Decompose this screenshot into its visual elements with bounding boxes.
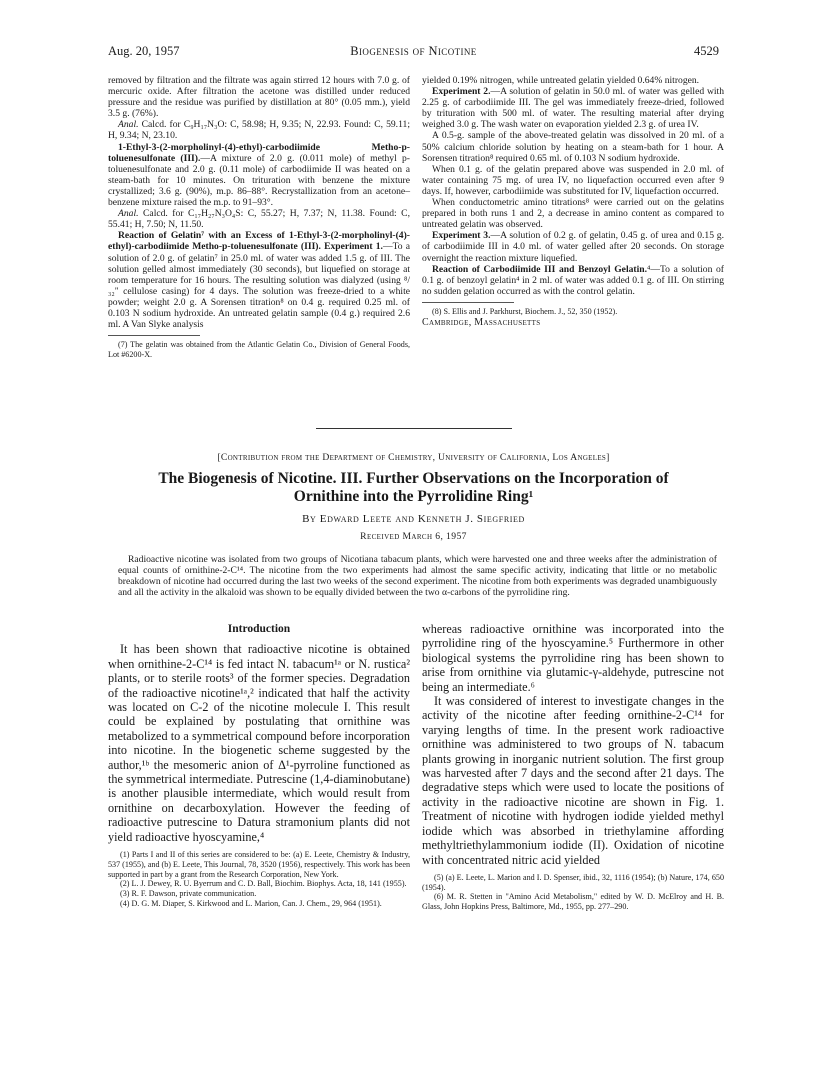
footnotes — [422, 873, 724, 912]
top-left-column — [108, 75, 410, 360]
footnote-divider — [108, 335, 200, 336]
institution-place: Cambridge, Massachusetts — [422, 316, 541, 328]
analysis-text: Calcd. for C₉H₁₇N₃O: C, 58.98; H, 9.35; N, 22.93. Found: C, 59.11; H, 9.34; N, 23.10. — [108, 119, 410, 142]
reaction-text: ⁴—To a solution of 0.1 g. of benzoyl gelatin⁴ in 2 ml. of water was added 0.1 g. of III. On stirring no sudden gelation occurred as with the control gelatin. — [422, 263, 725, 297]
experiment-text: —A solution of gelatin in 50.0 ml. of water was gelled with 2.25 g. of carbodiimide III. The gel was immediately freeze-dried, followed by trituration with 500 ml. of water. The resulting material after drying weighed 3.0 g. The wash water on evaporation yielded 2.3 g. of urea IV. — [422, 86, 724, 131]
reaction-paragraph — [108, 230, 410, 330]
experiment-text: —A solution of 0.2 g. of gelatin, 0.45 g. of urea and 0.15 g. of carbodiimide III in 4.0 ml. of water gelled after 20 seconds. On storage overnight the reaction mixture liquefied. — [422, 230, 724, 264]
title-line: Ornithine into the Pyrrolidine Ring¹ — [293, 488, 534, 505]
paragraph: removed by filtration and the filtrate was again stirred 12 hours with 7.0 g. of mercuric oxide. After filtration the acetone was distilled under reduced pressure and the residue was purified by distillation at 80° (0.05 mm.), yield 3.5 g. (76%). — [108, 75, 410, 120]
experiment-heading: Experiment 2. — [432, 86, 491, 98]
footnote: (7) The gelatin was obtained from the Atlantic Gelatin Co., Division of General Foods, Lot #6200-X. — [108, 340, 410, 359]
reaction-text: —To a solution of 2.0 g. of gelatin⁷ in 25.0 ml. of water was added 1.5 g. of III. The solution gelled almost immediately (30 seconds), but liquefied on storage at room temperature for 16 hours. The resulting solution was dialyzed (using ⁸/₃₂" cellulose casing) for 4 days. The solution was freeze-dried to a white powder; weight 2.0 g. A Sorensen titration⁸ on 0.4 g. required 0.25 ml. of 0.103 N sodium hydroxide. An untreated gelatin sample (0.4 g.) required 2.6 ml. A Van Slyke analysis — [108, 241, 410, 331]
footnote: (4) D. G. M. Diaper, S. Kirkwood and L. Marion, Can. J. Chem., 29, 964 (1951). — [120, 898, 382, 908]
header-date: Aug. 20, 1957 — [108, 44, 180, 58]
compound-heading: 1-Ethyl-3-(2-morpholinyl-(4)-ethyl)-carbodiimide Metho-p-toluenesulfonate (III). — [108, 141, 410, 164]
compound-text: —A mixture of 2.0 g. (0.011 mole) of methyl p-toluenesulfonate and 2.0 g. (0.11 mole) of carbodiimide II was heated on a steam-bath for 10 minutes. On trituration with benzene the mixture crystallized; 3.6 g. (90%), m.p. 86–88°. Recrystallization from an acetone–benzene mixture raised the m.p. to 91–93°. — [108, 152, 410, 209]
experiment-paragraph — [422, 86, 724, 130]
analysis-paragraph — [108, 208, 410, 230]
analysis-paragraph — [108, 119, 410, 141]
footnote: (5) (a) E. Leete, L. Marion and I. D. Spenser, ibid., 32, 1116 (1954); (b) Nature, 174, 650 (1954). — [422, 872, 724, 892]
section-heading: Introduction — [227, 623, 291, 635]
footnote: (6) M. R. Stetten in "Amino Acid Metabolism," edited by W. D. McElroy and H. B. Glass, John Hopkins Press, Baltimore, Md., 1955, pp. 277–290. — [422, 892, 724, 912]
footnote: (1) Parts I and II of this series are considered to be: (a) E. Leete, Chemistry & Industry, 537 (1955), and (b) E. Leete, This Journal, 78, 3520 (1956), respectively. This work has been supported in part by a grant from the Research Corporation, New York. — [108, 850, 410, 879]
experiment-paragraph — [422, 230, 724, 263]
running-head — [108, 44, 719, 60]
author-byline: By Edward Leete and Kenneth J. Siegfried — [302, 513, 525, 525]
header-journal-section: Biogenesis of Nicotine — [350, 44, 477, 58]
paragraph: A 0.5-g. sample of the above-treated gelatin was dissolved in 20 ml. of a 50% calcium chloride solution by heating on a steam-bath for 1 hour. A Sorensen titration⁸ required 0.65 ml. of 0.103 N sodium hydroxide. — [422, 130, 724, 164]
reaction-heading: Reaction of Gelatin⁷ with an Excess of 1-Ethyl-3-(2-morpholinyl-(4)-ethyl)-carbodiimide Metho-p-toluenesulfonate (III). Experiment 1. — [108, 230, 410, 253]
paragraph: It was considered of interest to investigate changes in the activity of the nicotine after feeding ornithine-2-C¹⁴ for varying lengths of time. In the present work radioactive ornithine was administered to two groups of N. tabacum plants growing in inorganic nutrient solution. The first group was harvested after 7 days and the second after 21 days. The degradative steps which were used to locate the positions of activity in the radioactive nicotine are shown in Fig. 1. Treatment of nicotine with hydrogen iodide yielded methyl iodide which was absorbed in triethylamine affording methyltriethylammonium iodide (II). Oxidation of nicotine with concentrated nitric acid yielded — [422, 694, 724, 867]
analysis-text: Calcd. for C₁₇H₂₇N₃O₄S: C, 55.27; H, 7.37; N, 11.38. Found: C, 55.41; H, 7.50; N, 11.50. — [108, 208, 410, 231]
paragraph: It has been shown that radioactive nicotine is obtained when ornithine-2-C¹⁴ is fed intact N. tabacum¹ᵃ or N. rustica² plants, or to sterile roots³ of the former species. Degradation of the radioactive nicotine¹ᵃ,² indicated that half the activity was located on C-2 of the nicotine molecule I. This result could be explained by postulating that ornithine was metabolized to a symmetrical compound before incorporation into nicotine. In the biogenetic scheme suggested by the author,¹ᵇ the mesomeric anion of Δ¹-pyrroline functioned as the symmetrical intermediate. Putrescine (1,4-diaminobutane) is another plausible intermediate, which would result from ornithine on decarboxylation. However the feeding of radioactive putrescine to Datura stramonium plants did not yield radioactive hyoscyamine,⁴ — [108, 642, 410, 844]
experiment-heading: Experiment 3. — [432, 230, 491, 242]
footnote: (2) L. J. Dewey, R. U. Byerrum and C. D. Ball, Biochim. Biophys. Acta, 18, 141 (1955). — [120, 879, 407, 889]
article-divider — [316, 428, 512, 429]
top-right-column — [422, 75, 724, 328]
analysis-label: Anal. — [118, 208, 139, 220]
abstract: Radioactive nicotine was isolated from two groups of Nicotiana tabacum plants, which were harvested one and three weeks after the administration of equal counts of ornithine-2-C¹⁴. The nicotine from the two experiments had almost the same specific activity, indicating that little or no metabolic breakdown of nicotine had occurred during the last two weeks of the second experiment. The nicotine from both experiments was degraded unambiguously and all the activity in the alkaloid was shown to be equally divided between the two α-carbons of the pyrrolidine ring. — [118, 554, 717, 599]
paragraph: When conductometric amino titrations⁸ were carried out on the gelatins prepared in both runs 1 and 2, a decrease in amino content as compared to untreated gelatin was observed. — [422, 197, 724, 231]
compound-paragraph — [108, 142, 410, 209]
intro-right-column — [422, 622, 724, 912]
reaction-paragraph — [422, 264, 724, 297]
title-line: The Biogenesis of Nicotine. III. Further Observations on the Incorporation of — [158, 470, 669, 487]
paragraph: whereas radioactive ornithine was incorporated into the pyrrolidine ring of the hyoscyamine.⁵ Furthermore in other biological systems the pyrrolidine ring has been shown to arise from ornithine via glutamic-γ-aldehyde, putrescine not being an intermediate.⁶ — [422, 622, 724, 694]
footnote: (3) R. F. Dawson, private communication. — [120, 888, 257, 898]
paragraph: When 0.1 g. of the gelatin prepared above was suspended in 2.0 ml. of water containing 75 mg. of urea IV, no liquefaction occurred even after 9 days. If, however, carbodiimide was substituted for IV, liquefaction occurred. — [422, 163, 724, 197]
paragraph: yielded 0.19% nitrogen, while untreated gelatin yielded 0.64% nitrogen. — [422, 75, 700, 86]
contribution-line: [Contribution from the Department of Chemistry, University of California, Los Angeles] — [217, 452, 610, 463]
received-date: Received March 6, 1957 — [360, 531, 467, 542]
reaction-heading: Reaction of Carbodiimide III and Benzoyl Gelatin. — [432, 263, 648, 275]
footnotes — [108, 850, 410, 908]
analysis-label: Anal. — [118, 119, 139, 131]
intro-left-column — [108, 622, 410, 908]
article-title — [108, 470, 719, 506]
page-number: 4529 — [694, 44, 719, 58]
footnote: (8) S. Ellis and J. Parkhurst, Biochem. J., 52, 350 (1952). — [432, 306, 618, 316]
footnote-divider — [422, 302, 514, 303]
